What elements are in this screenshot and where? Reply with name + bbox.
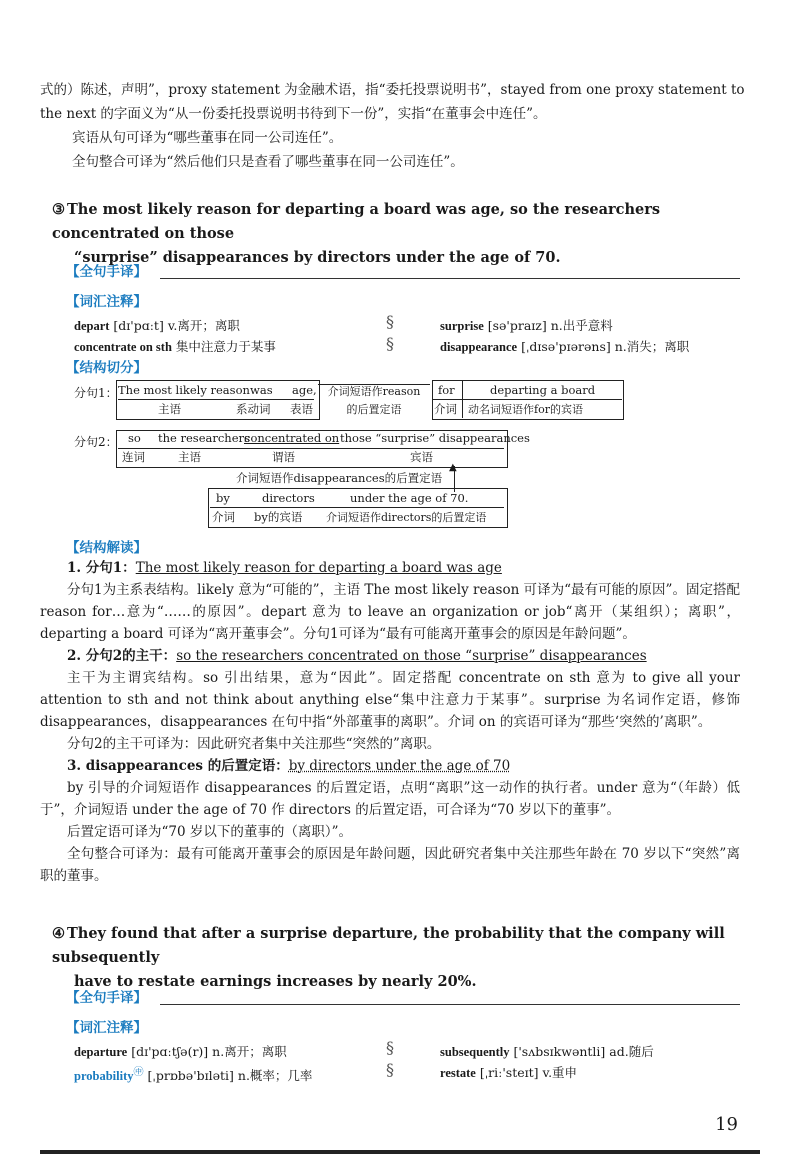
explanation-para: 主干为主谓宾结构。so 引出结果，意为“因此”。固定搭配 concentrate on sth 意为 to give all your attention to sth and not think about anything else“集中注意力于某事”。surprise 为名词作定语，修饰 disappearances，disappearances 在句中指“外部董事的离职”。介词 on 的宾语可译为“那些‘突然的’离职”。: [40, 670, 740, 730]
gerund-phrase: departing a board: [490, 383, 596, 397]
clause-2-object: those “surprise” disappearances: [340, 431, 530, 445]
text-line: 式的）陈述，声明”，proxy statement 为金融术语，指“委托投票说明书”，stayed from one proxy statement to: [40, 82, 745, 98]
predicative-tag: 表语: [290, 402, 313, 416]
vocab-phonetic: [dɪ'pɑːt]: [113, 318, 164, 333]
point-sentence: so the researchers concentrated on those “surprise” disappearances: [176, 648, 647, 664]
vocab-entry: [440, 1042, 654, 1060]
vocab-phonetic: [ˌprɒbə'bɪləti]: [147, 1068, 234, 1084]
divider-squiggle: §: [386, 1038, 394, 1057]
under-phrase: under the age of 70.: [350, 491, 469, 505]
point-heading: 1. 分句1：: [67, 560, 136, 576]
vocab-entry: [74, 337, 276, 355]
vocab-phonetic: ['sʌbsɪkwəntli]: [513, 1044, 606, 1059]
prep-by: by: [216, 491, 230, 505]
vocab-phonetic: [sə'praɪz]: [487, 318, 547, 333]
point-sentence: The most likely reason for departing a board was age: [135, 560, 502, 576]
explanation-block: [40, 557, 740, 887]
verb-tag: 谓语: [272, 450, 295, 464]
vocab-label: 【词汇注释】: [66, 1020, 147, 1036]
sentence-4: [52, 922, 742, 994]
prep-note: 介词短语作reason: [327, 385, 421, 398]
vocab-word: subsequently: [440, 1045, 510, 1059]
prep-note: 的后置定语: [346, 403, 402, 416]
divider: [432, 399, 622, 400]
sentence-line: “surprise” disappearances by directors under the age of 70.: [74, 249, 561, 266]
sentence-line: The most likely reason for departing a board was age, so the researchers concentrated on those: [52, 201, 661, 242]
translation-blank-line[interactable]: [160, 277, 740, 279]
vocab-def: v.重申: [542, 1065, 578, 1080]
vocab-word: disappearance: [440, 340, 518, 354]
vocab-def: n.出乎意料: [550, 318, 613, 333]
divider: [210, 507, 504, 508]
conj-tag: 连词: [122, 450, 145, 464]
clause-2-subject: the researchers: [158, 431, 250, 445]
sentence-line: have to restate earnings increases by nearly 20%.: [74, 973, 477, 990]
object-tag: 宾语: [410, 450, 433, 464]
translate-label: 【全句手译】: [66, 990, 147, 1006]
divider-squiggle: §: [386, 1060, 394, 1079]
gerund-tag: 动名词短语作for的宾语: [468, 403, 583, 416]
subject-tag: 主语: [178, 450, 201, 464]
explain-label: 【结构解读】: [66, 540, 147, 556]
vocab-label: 【词汇注释】: [66, 294, 147, 310]
vocab-phonetic: [ˌriː'steɪt]: [479, 1065, 539, 1080]
pp-note: 介词短语作disappearances的后置定语: [236, 471, 443, 485]
vocab-word: depart: [74, 319, 110, 333]
conj-so: so: [128, 431, 141, 445]
explanation-para: 后置定语可译为“70 岁以下的董事的（离职）”。: [67, 824, 353, 840]
explanation-para: 分句1为主系表结构。likely 意为“可能的”，主语 The most likely reason 可译为“最有可能的原因”。固定搭配 reason for…意为“……的原因”。depart 意为 to leave an organization or job“离开（某组织）；离职”，departing a board 可译为“离开董事会”。分句1可译为“最有可能离开董事会的原因是年龄问题”。: [40, 582, 740, 642]
vocab-phonetic: [ˌdɪsə'pɪərəns]: [521, 339, 611, 354]
frequency-badge-icon: ㊥: [133, 1067, 144, 1078]
divider-squiggle: §: [386, 334, 394, 353]
vocab-def: 集中注意力于某事: [175, 339, 276, 354]
sentence-number: ③: [52, 201, 65, 218]
arrow-up-icon: ▲: [449, 462, 457, 473]
vocab-word: restate: [440, 1066, 476, 1080]
sentence-line: They found that after a surprise departure, the probability that the company will subsequently: [52, 925, 725, 966]
vocab-def: n.离开；离职: [212, 1044, 287, 1059]
clause-1-subject: The most likely reason: [118, 383, 250, 397]
explanation-para: 分句2的主干可译为：因此研究者集中关注那些“突然的”离职。: [67, 736, 441, 752]
translation-blank-line[interactable]: [160, 1003, 740, 1005]
text-line: the next 的字面义为“从一份委托投票说明书待到下一份”，实指“在董事会中连任”。: [40, 106, 547, 122]
explanation-para: by 引导的介词短语作 disappearances 的后置定语，点明“离职”这一动作的执行者。under 意为“（年龄）低于”，介词短语 under the age of 70 作 directors 的后置定语，可合译为“70 岁以下的董事”。: [40, 780, 740, 818]
split-label: 【结构切分】: [66, 360, 147, 376]
by-object-tag: by的宾语: [254, 510, 303, 524]
text-line: 宾语从句可译为“哪些董事在同一公司连任”。: [72, 130, 343, 146]
vocab-entry: [74, 1042, 287, 1060]
vocab-entry: [440, 316, 613, 334]
subject-tag: 主语: [158, 402, 181, 416]
under-tag: 介词短语作directors的后置定语: [326, 511, 487, 524]
divider: [118, 399, 314, 400]
clause-1-label: 分句1：: [74, 386, 118, 400]
clause-2-label: 分句2：: [74, 435, 118, 449]
vocab-word: probability: [74, 1069, 134, 1084]
explanation-para: 全句整合可译为：最有可能离开董事会的原因是年龄问题，因此研究者集中关注那些年龄在 70 岁以下“突然”离职的董事。: [40, 846, 741, 884]
vocab-entry: [440, 337, 689, 355]
clause-2-verb: concentrated on: [244, 431, 340, 445]
vocab-word: departure: [74, 1045, 128, 1059]
vocab-entry: [74, 316, 240, 334]
verb-tag: 系动词: [236, 402, 271, 416]
divider-squiggle: §: [386, 312, 394, 331]
page-number: 19: [715, 1114, 738, 1135]
vocab-word: surprise: [440, 319, 484, 333]
footer-rule: [40, 1150, 760, 1154]
clause-1-predicative: age,: [292, 383, 317, 397]
prep-for: for: [438, 383, 455, 397]
point-heading: 3. disappearances 的后置定语：: [67, 758, 289, 774]
vocab-entry: [74, 1063, 312, 1084]
vocab-def: n.消失；离职: [614, 339, 690, 354]
vocab-word: concentrate on sth: [74, 340, 172, 354]
translate-label: 【全句手译】: [66, 264, 147, 280]
vocab-def: ad.随后: [609, 1044, 654, 1059]
vocab-phonetic: [dɪ'pɑːtʃə(r)]: [131, 1044, 209, 1059]
vocab-def: v.离开；离职: [167, 318, 240, 333]
point-heading: 2. 分句2的主干：: [67, 648, 177, 664]
divider: [118, 448, 504, 449]
vocab-def: n.概率；几率: [237, 1068, 313, 1084]
text-line: 全句整合可译为“然后他们只是查看了哪些董事在同一公司连任”。: [72, 154, 464, 170]
vocab-entry: [440, 1063, 577, 1081]
divider: [462, 380, 463, 418]
clause-1-verb: was: [250, 383, 273, 397]
prep-tag: 介词: [212, 510, 235, 524]
sentence-number: ④: [52, 925, 65, 942]
sentence-3: [52, 198, 742, 270]
prep-tag: 介词: [434, 402, 457, 416]
by-object: directors: [262, 491, 315, 505]
point-sentence: by directors under the age of 70: [288, 758, 511, 774]
